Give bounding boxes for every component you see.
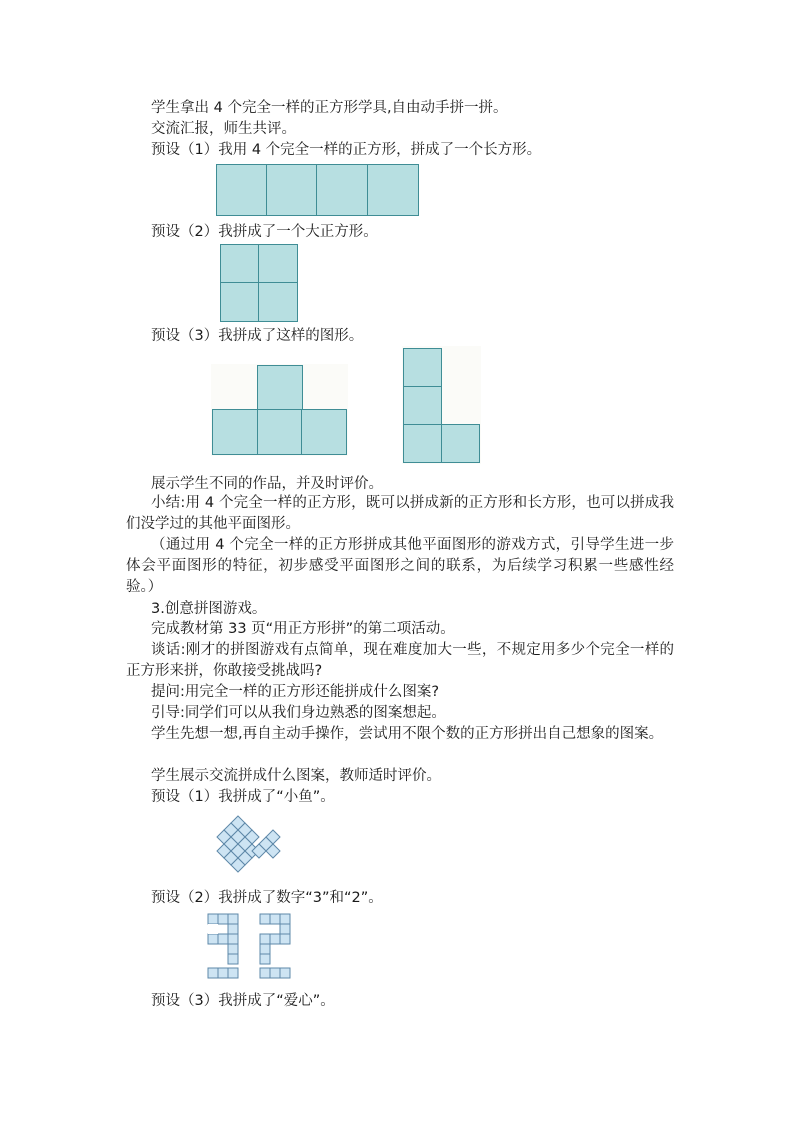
text-line: 完成教材第 33 页“用正方形拼”的第二项活动。 [151,621,455,637]
text-line: 预设（3）我拼成了这样的图形。 [151,328,364,344]
figure-l-shape [402,346,481,464]
square [367,164,419,216]
square [266,164,317,216]
text-line: 预设（3）我拼成了“爱心”。 [151,993,335,1009]
text-line: 预设（2）我拼成了数字“3”和“2”。 [151,890,383,906]
square [316,164,368,216]
text-line: 展示学生不同的作品，并及时评价。 [151,476,383,492]
square [216,164,267,216]
square [220,282,259,322]
text-line: 学生展示交流拼成什么图案，教师适时评价。 [151,768,441,784]
figure-digits-3-2 [206,912,298,982]
paragraph: 学生先想一想,再自主动手操作，尝试用不限个数的正方形拼出自己想象的图案。 [151,726,664,742]
square [220,244,259,283]
paragraph: 小结:用 4 个完全一样的正方形，既可以拼成新的正方形和长方形，也可以拼成我们没学过的其他平面图形。 [126,495,674,532]
square [258,244,298,283]
square [403,424,442,463]
text-line: 预设（2）我拼成了一个大正方形。 [151,224,378,240]
figure-fish [210,810,290,880]
square [212,409,258,455]
text-line: 学生拿出 4 个完全一样的正方形学具,自由动手拼一拼。 [151,100,508,116]
text-line: 交流汇报，师生共评。 [151,121,296,137]
square [403,348,442,387]
fish-drawing [210,810,290,880]
section-heading: 3.创意拼图游戏。 [151,601,267,617]
square [257,409,303,455]
square [258,282,298,322]
text-line: 预设（1）我拼成了“小鱼”。 [151,789,335,805]
text-line: 预设（1）我用 4 个完全一样的正方形，拼成了一个长方形。 [151,142,542,158]
figure-rectangle [216,164,419,216]
text-line: 提问:用完全一样的正方形还能拼成什么图案? [151,684,440,700]
square [301,409,347,455]
figure-big-square [220,244,298,322]
text-line: 引导:同学们可以从我们身边熟悉的图案想起。 [151,705,446,721]
figure-t-shape [211,364,348,456]
paragraph: （通过用 4 个完全一样的正方形拼成其他平面图形的游戏方式，引导学生进一步体会平面图形的特征，初步感受平面图形之间的联系，为后续学习积累一些感性经验。） [126,537,674,595]
square [257,365,303,411]
square [403,386,442,425]
paragraph: 谈话:刚才的拼图游戏有点简单，现在难度加大一些，不规定用多少个完全一样的正方形来拼，你敢接受挑战吗? [126,642,674,679]
square [441,424,480,463]
digits-drawing [206,912,298,982]
